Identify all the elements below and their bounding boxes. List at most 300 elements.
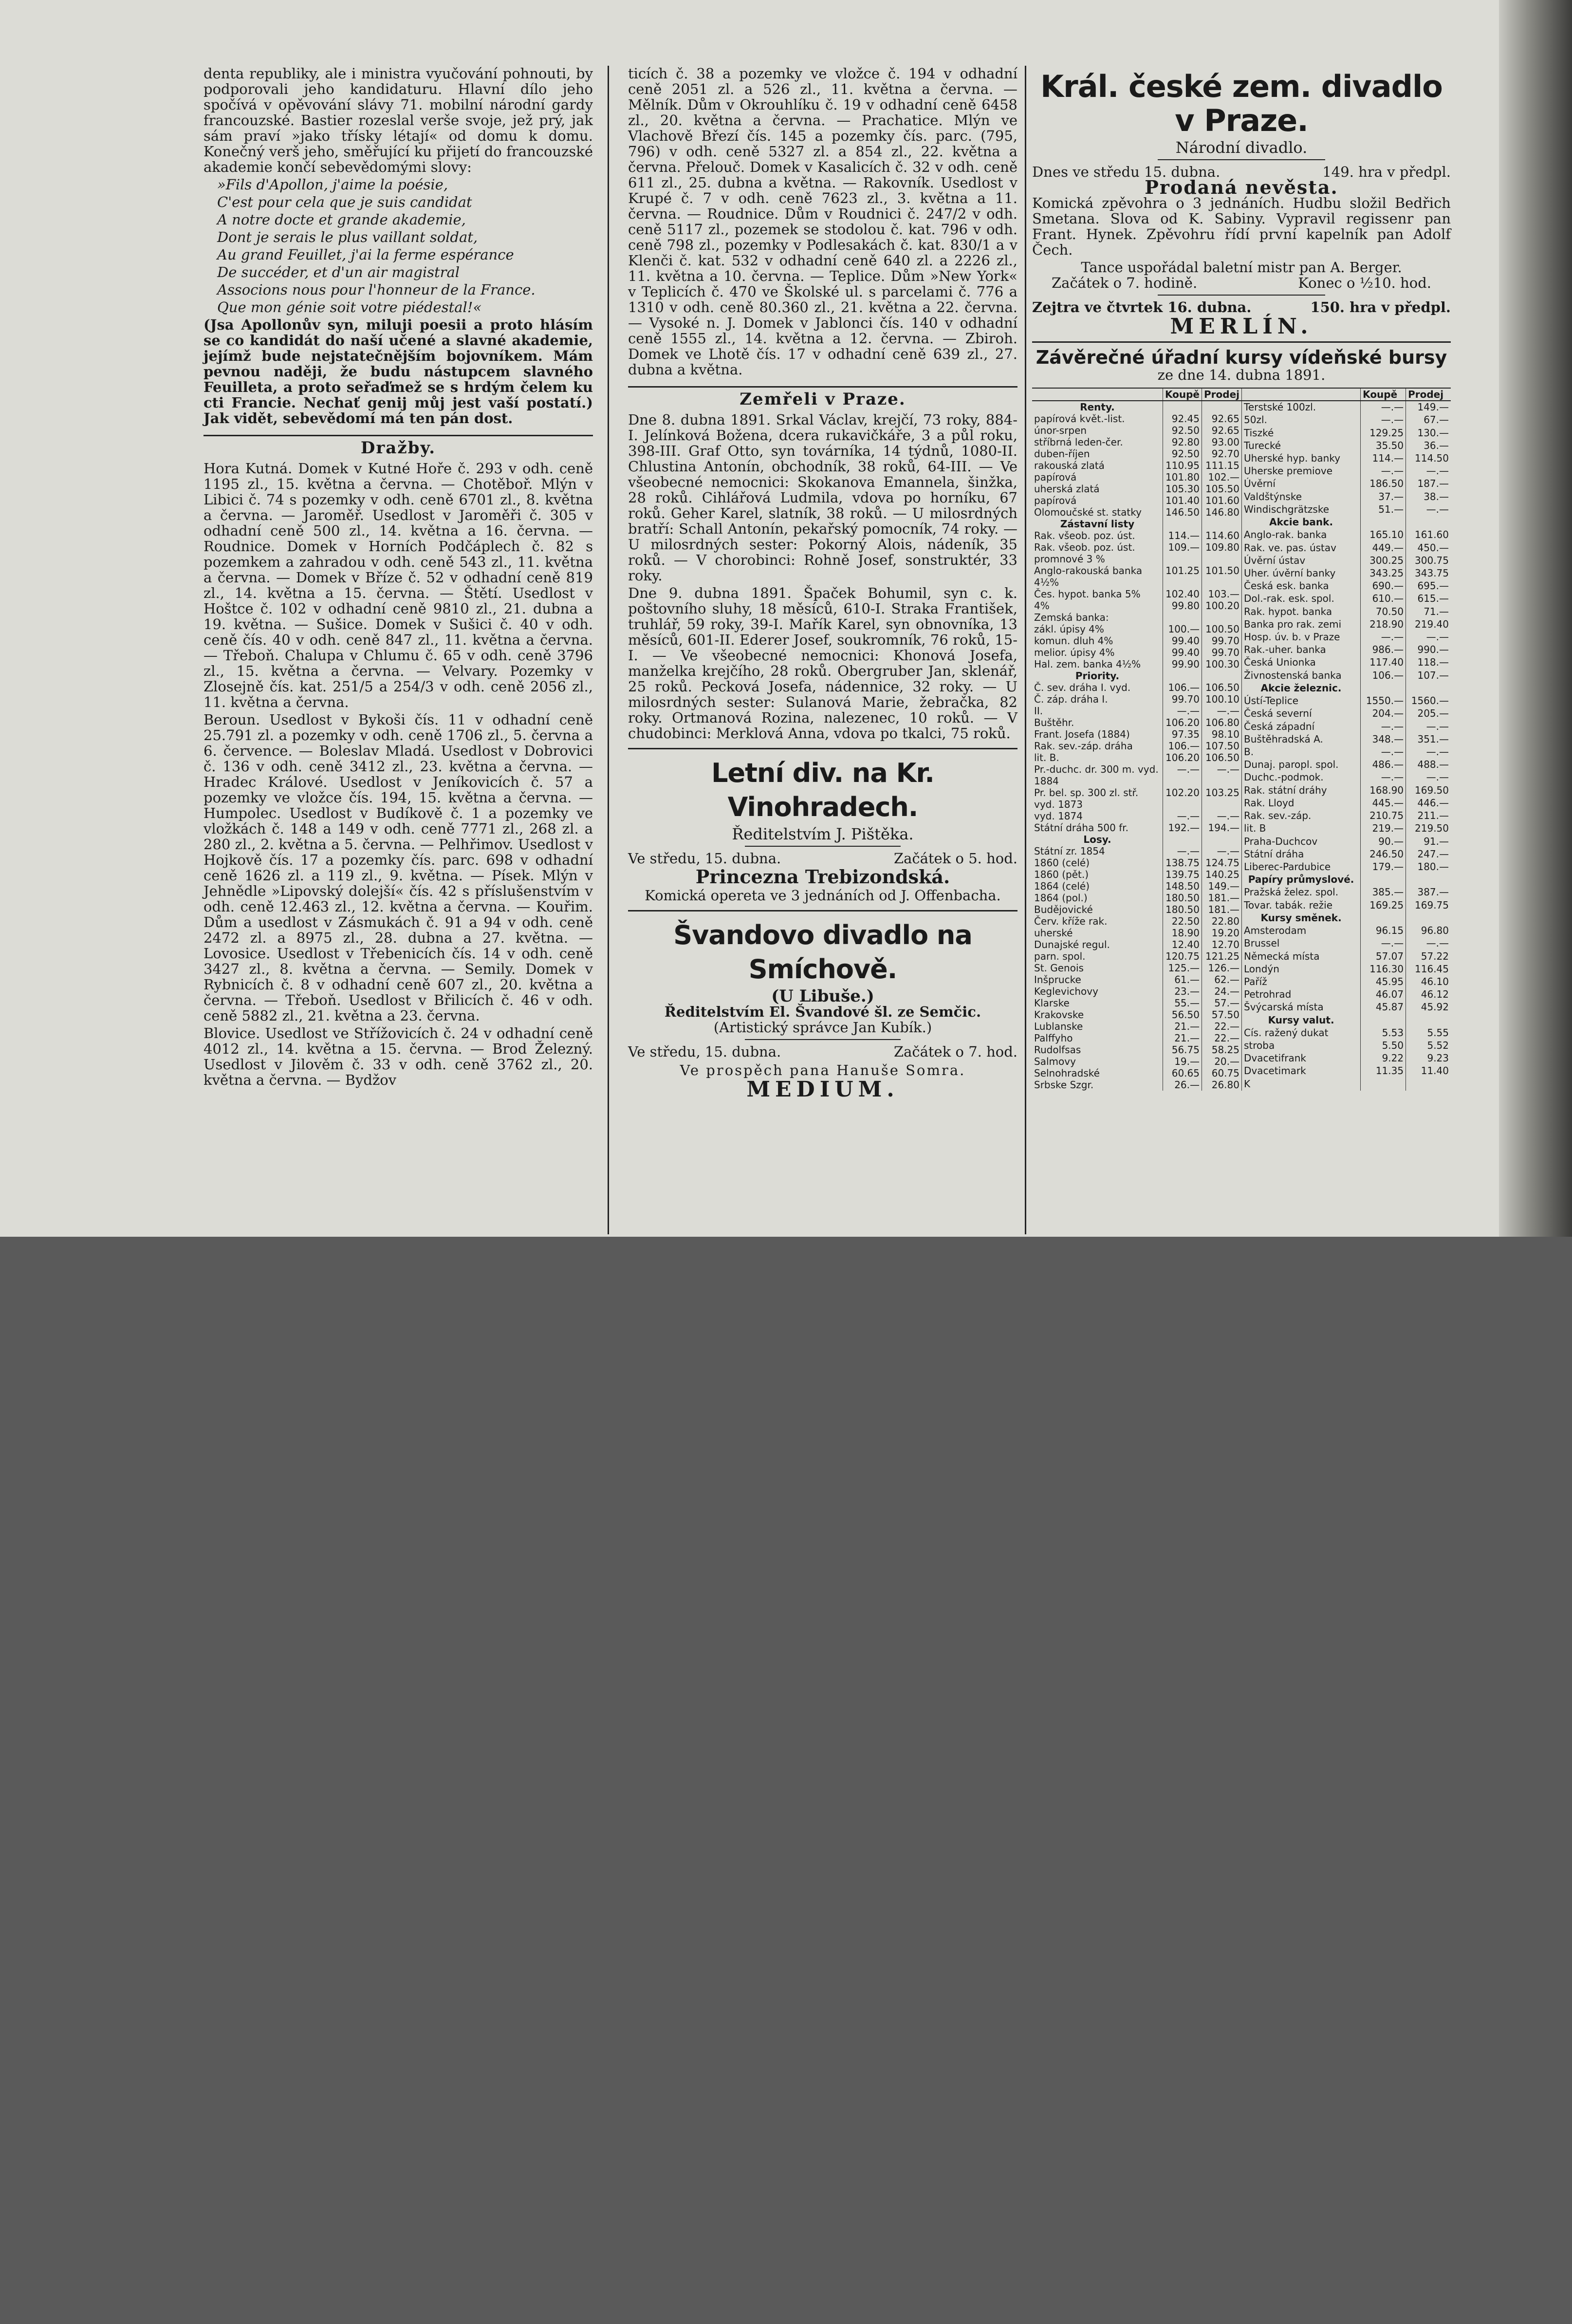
rate-row: [1032, 857, 1241, 869]
rate-row: [1032, 425, 1241, 436]
rate-buy: 56.75: [1163, 1044, 1202, 1056]
rate-buy: 102.40: [1163, 588, 1202, 600]
rate-row: [1032, 997, 1241, 1009]
rate-buy: 100.—: [1163, 623, 1202, 635]
rate-row: [1032, 1079, 1241, 1091]
col-buy: Koupě: [1163, 388, 1202, 401]
rate-sell: 109.80: [1202, 541, 1242, 565]
rate-label: Rak. všeob. poz. úst. promnové 3 %: [1034, 541, 1135, 565]
rate-row: [1242, 644, 1451, 656]
rate-label: Úvěrní: [1242, 478, 1361, 490]
verse-line: Dont je serais le plus vaillant soldat,: [217, 229, 478, 245]
performance-2-number: 150. hra v předpl.: [1310, 299, 1451, 316]
rate-label: Rak. sev.-záp.: [1242, 810, 1361, 822]
performance-1-desc: Komická zpěvohra o 3 jednáních. Hudbu složil Bedřich Smetana. Slova od K. Sabiny. Vypravil regissenr pan Frant. Hynek. Zpěvohru řídí první kapelník pan Adolf Čech.: [1032, 195, 1451, 258]
rate-buy: [1163, 670, 1202, 682]
rate-row: [1032, 787, 1241, 810]
rate-row: [1242, 1052, 1451, 1065]
rate-sell: [1406, 682, 1451, 695]
rate-buy: [1361, 682, 1406, 695]
rate-row: [1242, 618, 1451, 631]
rate-label: stříbrná leden-čer.: [1034, 436, 1123, 448]
rate-sell: 194.—: [1202, 822, 1242, 834]
col-buy: Koupě: [1361, 388, 1406, 401]
rate-row: [1032, 471, 1241, 483]
rate-sell: —.—: [1202, 810, 1242, 822]
rate-buy: —.—: [1361, 631, 1406, 644]
rate-row: [1032, 588, 1241, 600]
rate-sell: —.—: [1406, 503, 1451, 516]
rate-row: [1242, 721, 1451, 733]
rate-buy: [1163, 401, 1202, 413]
rate-row: [1032, 845, 1241, 857]
rate-label: Ústí-Teplice: [1242, 695, 1361, 707]
divider: [1032, 341, 1451, 343]
rate-row: [1032, 413, 1241, 425]
rate-buy: 219.—: [1361, 822, 1406, 835]
rate-sell: —.—: [1202, 845, 1242, 857]
rates-table-right: [1241, 388, 1451, 1091]
rate-label: 1864 (pol.): [1034, 892, 1088, 904]
rate-buy: 97.35: [1163, 728, 1202, 740]
rate-buy: 343.25: [1361, 567, 1406, 580]
rate-row: [1242, 1065, 1451, 1078]
deaths-heading: Zemřeli v Praze.: [628, 386, 1017, 407]
rate-sell: 24.—: [1202, 985, 1242, 997]
column-1: [203, 66, 593, 1090]
rate-row: [1242, 440, 1451, 452]
rate-sell: 488.—: [1406, 759, 1451, 771]
rate-buy: 56.50: [1163, 1009, 1202, 1021]
rate-label: Praha-Duchcov: [1242, 836, 1361, 848]
rate-row: [1032, 1056, 1241, 1067]
rate-label: Státní dráha: [1242, 848, 1361, 861]
rate-label: lit. B: [1242, 822, 1361, 835]
rate-row: [1242, 555, 1451, 567]
rate-sell: 211.—: [1406, 810, 1451, 822]
rate-sell: 107.50: [1202, 740, 1242, 752]
rate-row: [1032, 939, 1241, 950]
rate-sell: 695.—: [1406, 580, 1451, 593]
rate-label: Selnohradské: [1034, 1067, 1100, 1079]
rate-row: [1032, 658, 1241, 670]
rate-row: [1032, 693, 1241, 705]
rate-label: Terstské 100zl.: [1242, 401, 1361, 414]
rate-row: [1032, 448, 1241, 460]
rate-sell: 92.70: [1202, 448, 1242, 460]
rate-buy: 114.—: [1163, 530, 1202, 541]
rate-label: Česká Unionka: [1242, 656, 1361, 669]
rate-sell: —.—: [1406, 465, 1451, 478]
rate-label: stroba: [1242, 1040, 1361, 1052]
rate-row: [1242, 401, 1451, 414]
rate-sell: —.—: [1202, 763, 1242, 787]
svandovo-direction: Ředitelstvím El. Švandové šl. ze Semčic.: [664, 1004, 981, 1020]
rate-sell: 181.—: [1202, 904, 1242, 915]
rate-buy: 46.07: [1361, 988, 1406, 1001]
rate-sell: 181.—: [1202, 892, 1242, 904]
rate-row: [1242, 529, 1451, 541]
rate-sell: 343.75: [1406, 567, 1451, 580]
rate-row: [1032, 635, 1241, 647]
rate-buy: 110.95: [1163, 460, 1202, 471]
rate-row: [1032, 495, 1241, 506]
rate-sell: 105.50: [1202, 483, 1242, 495]
rate-buy: —.—: [1361, 937, 1406, 950]
rate-row: [1242, 836, 1451, 848]
rate-sell: 169.75: [1406, 899, 1451, 912]
rate-sell: 615.—: [1406, 593, 1451, 605]
svandovo-schedule: [628, 1044, 1017, 1060]
rate-buy: 51.—: [1361, 503, 1406, 516]
rate-buy: 116.30: [1361, 963, 1406, 976]
rate-buy: 101.25: [1163, 565, 1202, 588]
rate-sell: 114.60: [1202, 530, 1242, 541]
rate-label: II.: [1034, 705, 1043, 717]
rate-row: [1032, 950, 1241, 962]
exchange-rates-title: Závěrečné úřadní kursy vídeňské bursy: [1036, 347, 1447, 368]
rate-sell: 57.—: [1202, 997, 1242, 1009]
rate-sell: 300.75: [1406, 555, 1451, 567]
rate-label: Rudolfsas: [1034, 1044, 1081, 1056]
rate-row: [1242, 593, 1451, 605]
rate-row: [1032, 460, 1241, 471]
rate-sell: 247.—: [1406, 848, 1451, 861]
svandovo-start: Začátek o 7. hod.: [893, 1043, 1017, 1060]
rate-sell: 93.00: [1202, 436, 1242, 448]
rate-label: melior. úpisy 4%: [1034, 647, 1115, 658]
rate-sell: 100.20: [1202, 600, 1242, 612]
rate-label: Duchc.-podmok.: [1242, 771, 1361, 784]
rate-row: [1032, 1044, 1241, 1056]
svandovo-benefit: Ve prospěch pana Hanuše Somra.: [680, 1062, 966, 1078]
rate-buy: 986.—: [1361, 644, 1406, 656]
verse-translation: (Jsa Apollonův syn, miluji poesii a proto hlásím se co kandidát do naší učené a slavné akademie, jejímž bude nejstatečnějším bojovníkem. Mám pevnou naději, že budu nástupcem slavného Feuilleta, a proto seřaďmež se s hrdým čelem ku cti Francie. Nechať genij můj jest vaší postatí.) Jak vidět, sebevědomí má ten pán dost.: [203, 316, 593, 427]
rate-label: Valdštýnske: [1242, 491, 1361, 503]
rate-label: Rak.-uher. banka: [1242, 644, 1361, 656]
rate-buy: 60.65: [1163, 1067, 1202, 1079]
rate-sell: 124.75: [1202, 857, 1242, 869]
rate-buy: 92.50: [1163, 448, 1202, 460]
rate-buy: 165.10: [1361, 529, 1406, 541]
rate-sell: 106.50: [1202, 682, 1242, 693]
rate-sell: [1202, 401, 1242, 413]
rate-buy: 106.20: [1163, 717, 1202, 728]
rate-label: Hosp. úv. b. v Praze: [1242, 631, 1361, 644]
rate-row: [1032, 647, 1241, 658]
rate-label: 50zl.: [1242, 414, 1361, 427]
rate-sell: [1202, 670, 1242, 682]
rate-sell: 351.—: [1406, 733, 1451, 746]
rate-buy: [1361, 1014, 1406, 1027]
rate-label: Zemská banka:: [1034, 612, 1109, 623]
rate-label: Akcie bank.: [1242, 516, 1361, 529]
rate-buy: —.—: [1163, 845, 1202, 857]
rate-label: Uherské hyp. banky: [1242, 452, 1361, 465]
rate-sell: 60.75: [1202, 1067, 1242, 1079]
rate-label: uherské: [1034, 927, 1073, 939]
verse-line: Que mon génie soit votre piédestal!«: [217, 299, 482, 316]
rate-row: [1242, 1078, 1451, 1091]
rate-sell: 20.—: [1202, 1056, 1242, 1067]
rate-label: Rak. hypot. banka: [1242, 606, 1361, 618]
rate-buy: 105.30: [1163, 483, 1202, 495]
verse-line: Associons nous pour l'honneur de la France.: [217, 281, 536, 298]
rate-buy: 99.80: [1163, 600, 1202, 612]
rate-buy: 138.75: [1163, 857, 1202, 869]
rate-sell: 9.23: [1406, 1052, 1451, 1065]
rate-row: [1242, 478, 1451, 490]
rate-row: [1242, 669, 1451, 682]
rate-buy: 210.75: [1361, 810, 1406, 822]
rate-buy: 204.—: [1361, 707, 1406, 720]
verse-line: C'est pour cela que je suis candidat: [217, 194, 472, 210]
rate-label: Švýcarská místa: [1242, 1001, 1361, 1014]
performance-1-day: Dnes ve středu 15. dubna.: [1032, 164, 1221, 180]
rate-buy: 90.—: [1361, 836, 1406, 848]
rate-sell: 446.—: [1406, 797, 1451, 810]
rate-label: Státní zr. 1854: [1034, 845, 1105, 857]
rate-label: Uher. úvěrní banky: [1242, 567, 1361, 580]
rate-label: Paříž: [1242, 976, 1361, 988]
rate-label: Červ. kříže rak.: [1034, 915, 1108, 927]
rate-label: Liberec-Pardubice: [1242, 861, 1361, 874]
rate-row: [1242, 771, 1451, 784]
rate-sell: 205.—: [1406, 707, 1451, 720]
rate-sell: 71.—: [1406, 606, 1451, 618]
rate-buy: 101.40: [1163, 495, 1202, 506]
rate-row: [1242, 759, 1451, 771]
rate-buy: 610.—: [1361, 593, 1406, 605]
rate-buy: 57.07: [1361, 950, 1406, 963]
rate-sell: 450.—: [1406, 542, 1451, 555]
rate-sell: 45.92: [1406, 1001, 1451, 1014]
rate-row: [1242, 542, 1451, 555]
rate-label: lit. B.: [1034, 752, 1059, 763]
divider: [745, 846, 901, 847]
rate-sell: 62.—: [1202, 974, 1242, 985]
rate-buy: 139.75: [1163, 869, 1202, 880]
rate-row: [1032, 822, 1241, 834]
vinohrady-direction: Ředitelstvím J. Pištěka.: [732, 825, 914, 843]
rate-buy: 106.—: [1361, 669, 1406, 682]
auctions-paragraph: Hora Kutná. Domek v Kutné Hoře č. 293 v odh. ceně 1195 zl., 15. května a června. — Chotěboř. Mlýn v Libici č. 74 s pozemky v odh. ceně 6701 zl., 8. května a června. — Jaroměř. Usedlost v Jaroměři č. 305 v odhadní ceně 500 zl., 14. května a 16. června. — Roudnice. Domek v Horních Podčáplech č. 82 s pozemkem a zahradou v odh. ceně 543 zl., 11. května a června. — Domek v Bříze č. 52 v odhadní ceně 819 zl., 14. května a 15. června. — Štětí. Usedlost v Hoštce č. 102 v odhadní ceně 9810 zl., 21. dubna a 19. května. — Sušice. Domek v Sušici č. 40 v odh. ceně čís. 40 v odh. ceně 847 zl., 11. května a června. — Třeboň. Chalupa v Chlumu č. 65 v odh. ceně 3796 zl., 15. května a června. — Velvary. Pozemky v Zlosejně čís. kat. 251/5 a 254/3 v odh. ceně 2056 zl., 11. května a června.: [203, 460, 593, 710]
rate-sell: [1406, 912, 1451, 925]
rate-row: [1242, 580, 1451, 593]
rate-label: Priority.: [1075, 670, 1120, 682]
rate-buy: 146.50: [1163, 506, 1202, 518]
rate-label: parn. spol.: [1034, 950, 1086, 962]
rate-buy: 92.50: [1163, 425, 1202, 436]
rate-buy: 23.—: [1163, 985, 1202, 997]
vinohrady-schedule: [628, 851, 1017, 866]
rate-row: [1032, 623, 1241, 635]
rate-label: Windischgrätzske: [1242, 503, 1361, 516]
rate-sell: 103.—: [1202, 588, 1242, 600]
rate-buy: 106.20: [1163, 752, 1202, 763]
rate-label: Úvěrní ústav: [1242, 555, 1361, 567]
rate-sell: —.—: [1406, 721, 1451, 733]
rate-label: St. Genois: [1034, 962, 1084, 974]
rate-sell: 219.40: [1406, 618, 1451, 631]
rate-label: Cís. ražený dukat: [1242, 1027, 1361, 1040]
book-spine-shadow: [1499, 0, 1572, 1237]
performance-1-times: [1032, 275, 1451, 291]
rate-row: [1242, 1027, 1451, 1040]
rate-row: [1032, 717, 1241, 728]
rate-label: 4%: [1034, 600, 1050, 612]
rate-label: Čes. hypot. banka 5%: [1034, 588, 1141, 600]
rate-buy: 70.50: [1361, 606, 1406, 618]
rate-row: [1242, 656, 1451, 669]
rate-label: Česká esk. banka: [1242, 580, 1361, 593]
rate-row: [1032, 985, 1241, 997]
rate-label: Č. sev. dráha I. vyd.: [1034, 682, 1131, 693]
rate-label: papírová květ.-list.: [1034, 413, 1125, 425]
rate-label: Buštěhr.: [1034, 717, 1074, 728]
rate-buy: 129.25: [1361, 427, 1406, 440]
rate-label: Keglevichovy: [1034, 985, 1098, 997]
rate-row: [1242, 976, 1451, 988]
rate-buy: 22.50: [1163, 915, 1202, 927]
rate-label: duben-říjen: [1034, 448, 1090, 460]
rate-row: [1242, 861, 1451, 874]
rate-sell: 46.12: [1406, 988, 1451, 1001]
rate-sell: 11.40: [1406, 1065, 1451, 1078]
rate-buy: 5.53: [1361, 1027, 1406, 1040]
rate-label: 1860 (pět.): [1034, 869, 1089, 880]
rate-label: Pr. bel. sp. 300 zl. stř. vyd. 1873: [1034, 787, 1139, 810]
rate-sell: 102.—: [1202, 471, 1242, 483]
rate-label: Tovar. tabák. režie: [1242, 899, 1361, 912]
rate-label: Salmovy: [1034, 1056, 1076, 1067]
rate-label: Anglo-rak. banka: [1242, 529, 1361, 541]
vinohrady-theatre-title: Letní div. na Kr. Vinohradech.: [711, 758, 934, 822]
performance-2-title: MERLÍN.: [1170, 314, 1313, 339]
rate-label: Rak. sev.-záp. dráha: [1034, 740, 1133, 752]
performance-1-number: 149. hra v předpl.: [1322, 164, 1451, 180]
svandovo-sub: (U Libuše.): [771, 986, 874, 1006]
rate-row: [1032, 869, 1241, 880]
rate-sell: 180.—: [1406, 861, 1451, 874]
auctions-heading: Dražby.: [203, 435, 593, 456]
rate-label: vyd. 1874: [1034, 810, 1083, 822]
rate-label: 1864 (celé): [1034, 880, 1090, 892]
rate-row: [1242, 886, 1451, 899]
rate-row: [1242, 746, 1451, 759]
rate-buy: [1163, 518, 1202, 530]
rate-label: Tiszké: [1242, 427, 1361, 440]
rate-sell: 92.65: [1202, 413, 1242, 425]
intro-paragraph: denta republiky, ale i ministra vyučování pohnouti, by podporovali jeho kandidaturu. Hlavní dílo jeho spočívá v opěvování slávy 71. mobilní národní gardy francouzské. Bastier rozeslal verše svoje, jež prý, jak sám praví »jako třísky létají« od domu k domu. Konečný verš jeho, směřující ku přijetí do francouzské akademie končí sebevědomými slovy:: [203, 65, 593, 175]
rate-sell: 99.70: [1202, 635, 1242, 647]
rate-buy: 102.20: [1163, 787, 1202, 810]
rate-row: [1032, 974, 1241, 985]
rate-buy: 37.—: [1361, 491, 1406, 503]
rate-label: uherská zlatá: [1034, 483, 1100, 495]
rate-sell: 5.52: [1406, 1040, 1451, 1052]
rate-label: Lublanske: [1034, 1021, 1083, 1032]
rate-label: papírová: [1034, 495, 1077, 506]
rate-buy: 179.—: [1361, 861, 1406, 874]
rate-sell: 146.80: [1202, 506, 1242, 518]
rate-sell: 1560.—: [1406, 695, 1451, 707]
rate-sell: 130.—: [1406, 427, 1451, 440]
rate-row: [1242, 784, 1451, 797]
rate-sell: 101.60: [1202, 495, 1242, 506]
rate-sell: [1406, 1014, 1451, 1027]
rate-row: [1242, 925, 1451, 937]
rate-row: [1242, 465, 1451, 478]
svandovo-day: Ve středu, 15. dubna.: [628, 1043, 781, 1060]
rate-sell: [1406, 1078, 1451, 1091]
rate-buy: 120.75: [1163, 950, 1202, 962]
performance-1-start: Začátek o 7. hodině.: [1052, 275, 1198, 291]
rate-row: [1242, 695, 1451, 707]
rate-label: Zástavní listy: [1060, 518, 1135, 530]
rate-buy: —.—: [1361, 401, 1406, 414]
rate-buy: 180.50: [1163, 904, 1202, 915]
rate-buy: —.—: [1163, 763, 1202, 787]
rate-label: Kursy valut.: [1242, 1014, 1361, 1027]
rate-sell: 103.25: [1202, 787, 1242, 810]
rate-label: Klarske: [1034, 997, 1070, 1009]
rate-buy: —.—: [1361, 721, 1406, 733]
rate-buy: [1163, 834, 1202, 845]
divider: [1158, 159, 1325, 160]
rate-sell: 219.50: [1406, 822, 1451, 835]
rate-sell: [1202, 612, 1242, 623]
svandovo-play: MEDIUM.: [746, 1077, 899, 1102]
rate-row: [1242, 797, 1451, 810]
performance-1-end: Konec o ½10. hod.: [1298, 275, 1431, 291]
rate-label: Dunaj. paropl. spol.: [1242, 759, 1361, 771]
rate-label: Rak. Lloyd: [1242, 797, 1361, 810]
rate-buy: 21.—: [1163, 1021, 1202, 1032]
rate-row: [1242, 414, 1451, 427]
rate-row: [1242, 503, 1451, 516]
rate-buy: 45.95: [1361, 976, 1406, 988]
rate-label: Amsterodam: [1242, 925, 1361, 937]
rate-buy: [1361, 516, 1406, 529]
rate-label: Státní dráha 500 fr.: [1034, 822, 1129, 834]
rate-label: Banka pro rak. zemi: [1242, 618, 1361, 631]
rate-row: [1242, 452, 1451, 465]
rate-sell: [1406, 516, 1451, 529]
rate-label: Č. záp. dráha I.: [1034, 693, 1108, 705]
rate-row: [1032, 401, 1241, 413]
rate-label: Srbske Szgr.: [1034, 1079, 1094, 1091]
rate-label: Renty.: [1080, 401, 1115, 413]
rate-row: [1032, 740, 1241, 752]
rate-row: [1242, 427, 1451, 440]
rate-buy: 61.—: [1163, 974, 1202, 985]
rate-row: [1032, 682, 1241, 693]
rate-row: [1032, 541, 1241, 565]
french-verse: [203, 177, 593, 315]
rate-row: [1032, 810, 1241, 822]
rate-row: [1032, 752, 1241, 763]
rate-row: [1242, 874, 1451, 886]
rate-sell: 12.70: [1202, 939, 1242, 950]
rate-row: [1242, 682, 1451, 695]
rate-label: Akcie železnic.: [1242, 682, 1361, 695]
rate-buy: 117.40: [1361, 656, 1406, 669]
rate-sell: 98.10: [1202, 728, 1242, 740]
verse-line: »Fils d'Apollon, j'aime la poésie,: [217, 176, 448, 193]
rate-label: Pražská želez. spol.: [1242, 886, 1361, 899]
rate-sell: 36.—: [1406, 440, 1451, 452]
